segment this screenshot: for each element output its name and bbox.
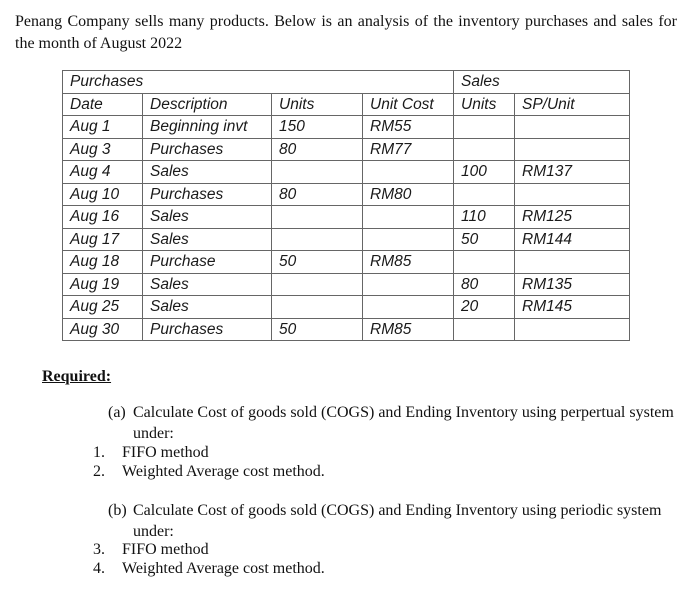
col-unit-cost: Unit Cost xyxy=(363,93,454,116)
cell-units: 50 xyxy=(272,251,363,274)
cell-description: Purchases xyxy=(143,183,272,206)
table-row xyxy=(63,138,630,161)
cell-unit-cost: RM80 xyxy=(363,183,454,206)
cell-description: Sales xyxy=(143,296,272,319)
cell-description: Sales xyxy=(143,273,272,296)
item-number: 3. xyxy=(93,541,105,558)
cell-sales-units xyxy=(454,138,515,161)
cell-date: Aug 10 xyxy=(63,183,143,206)
part-a-cont: under: xyxy=(133,425,174,442)
cell-unit-cost: RM85 xyxy=(363,251,454,274)
table-row xyxy=(63,161,630,184)
cell-description: Sales xyxy=(143,206,272,229)
cell-sp-unit xyxy=(515,251,630,274)
cell-unit-cost: RM85 xyxy=(363,318,454,341)
item-text: Weighted Average cost method. xyxy=(122,463,325,480)
item-number: 2. xyxy=(93,463,105,480)
cell-unit-cost xyxy=(363,228,454,251)
cell-sp-unit: RM144 xyxy=(515,228,630,251)
part-b-text: Calculate Cost of goods sold (COGS) and Ending Inventory using periodic system xyxy=(133,502,662,519)
group-header-row xyxy=(63,71,630,94)
cell-description: Beginning invt xyxy=(143,116,272,139)
cell-description: Purchases xyxy=(143,138,272,161)
cell-date: Aug 4 xyxy=(63,161,143,184)
part-b-cont: under: xyxy=(133,523,174,540)
cell-unit-cost xyxy=(363,161,454,184)
cell-unit-cost xyxy=(363,296,454,319)
part-b-label: (b) xyxy=(108,502,127,519)
cell-unit-cost: RM77 xyxy=(363,138,454,161)
cell-sp-unit xyxy=(515,318,630,341)
cell-sales-units: 20 xyxy=(454,296,515,319)
cell-units xyxy=(272,161,363,184)
col-sales-units: Units xyxy=(454,93,515,116)
table-row xyxy=(63,296,630,319)
table-row xyxy=(63,183,630,206)
col-description: Description xyxy=(143,93,272,116)
empty-cell xyxy=(515,71,630,94)
table-row xyxy=(63,318,630,341)
cell-sales-units xyxy=(454,318,515,341)
cell-unit-cost xyxy=(363,273,454,296)
item-text: Weighted Average cost method. xyxy=(122,560,325,577)
cell-unit-cost: RM55 xyxy=(363,116,454,139)
cell-date: Aug 30 xyxy=(63,318,143,341)
col-sp-unit: SP/Unit xyxy=(515,93,630,116)
cell-sp-unit xyxy=(515,116,630,139)
col-date: Date xyxy=(63,93,143,116)
col-units: Units xyxy=(272,93,363,116)
part-a-text: Calculate Cost of goods sold (COGS) and Ending Inventory using perpertual system xyxy=(133,404,674,421)
cell-units: 50 xyxy=(272,318,363,341)
part-a-label: (a) xyxy=(108,404,126,421)
cell-units xyxy=(272,273,363,296)
cell-sales-units xyxy=(454,183,515,206)
cell-units xyxy=(272,228,363,251)
inventory-table xyxy=(62,70,630,341)
cell-sp-unit xyxy=(515,138,630,161)
cell-date: Aug 3 xyxy=(63,138,143,161)
cell-sales-units: 110 xyxy=(454,206,515,229)
cell-description: Sales xyxy=(143,161,272,184)
column-header-row xyxy=(63,93,630,116)
cell-unit-cost xyxy=(363,206,454,229)
table-row xyxy=(63,206,630,229)
sales-group-header: Sales xyxy=(454,71,515,94)
cell-description: Purchase xyxy=(143,251,272,274)
table-row xyxy=(63,251,630,274)
cell-sp-unit: RM135 xyxy=(515,273,630,296)
cell-date: Aug 16 xyxy=(63,206,143,229)
cell-sales-units: 50 xyxy=(454,228,515,251)
cell-sales-units xyxy=(454,251,515,274)
cell-sales-units: 80 xyxy=(454,273,515,296)
cell-date: Aug 17 xyxy=(63,228,143,251)
table-row xyxy=(63,228,630,251)
item-text: FIFO method xyxy=(122,541,209,558)
cell-date: Aug 18 xyxy=(63,251,143,274)
cell-units xyxy=(272,206,363,229)
cell-units: 80 xyxy=(272,183,363,206)
cell-sp-unit: RM125 xyxy=(515,206,630,229)
cell-units: 150 xyxy=(272,116,363,139)
cell-description: Purchases xyxy=(143,318,272,341)
table-row xyxy=(63,273,630,296)
cell-sp-unit: RM145 xyxy=(515,296,630,319)
cell-units xyxy=(272,296,363,319)
item-text: FIFO method xyxy=(122,444,209,461)
cell-description: Sales xyxy=(143,228,272,251)
cell-sales-units xyxy=(454,116,515,139)
cell-date: Aug 19 xyxy=(63,273,143,296)
intro-paragraph: Penang Company sells many products. Below is an analysis of the inventory purchases and sales for the month of August 2022 xyxy=(15,13,677,52)
cell-date: Aug 1 xyxy=(63,116,143,139)
table-row xyxy=(63,116,630,139)
purchases-group-header: Purchases xyxy=(63,71,454,94)
item-number: 4. xyxy=(93,560,105,577)
required-heading: Required: xyxy=(42,368,112,385)
cell-sp-unit xyxy=(515,183,630,206)
cell-units: 80 xyxy=(272,138,363,161)
item-number: 1. xyxy=(93,444,105,461)
cell-date: Aug 25 xyxy=(63,296,143,319)
cell-sp-unit: RM137 xyxy=(515,161,630,184)
cell-sales-units: 100 xyxy=(454,161,515,184)
